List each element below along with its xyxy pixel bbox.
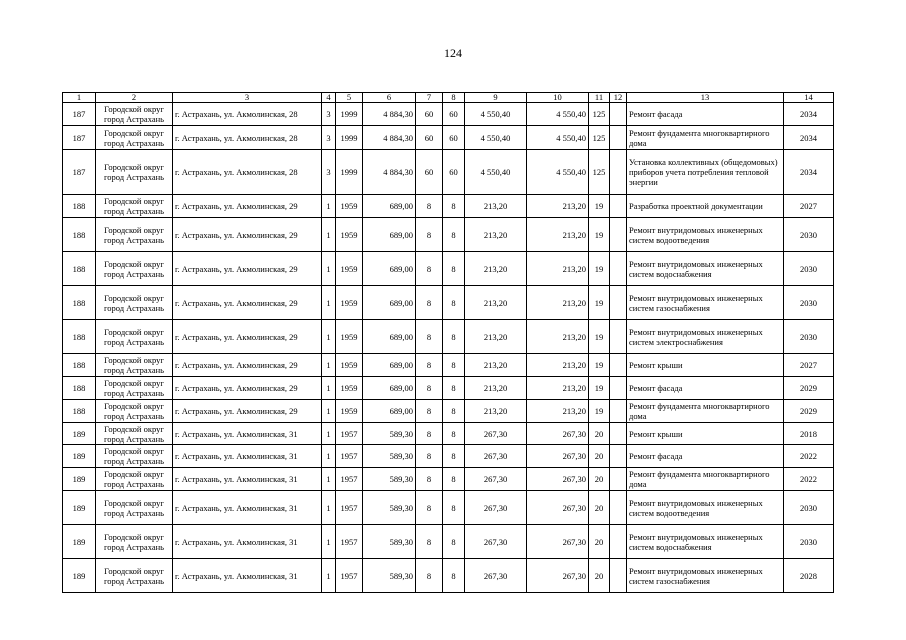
col9-cell: 213,20 — [465, 377, 527, 400]
col7-cell: 60 — [416, 126, 443, 150]
capital-repair-table — [62, 92, 834, 593]
col8-cell: 8 — [443, 468, 465, 491]
planned-year-cell: 2030 — [784, 320, 834, 354]
col12-cell — [610, 445, 627, 468]
row-number-cell: 189 — [63, 491, 96, 525]
column-header-12: 12 — [610, 93, 627, 103]
total-area-cell: 689,00 — [363, 218, 416, 252]
col9-cell: 213,20 — [465, 286, 527, 320]
col4-cell: 1 — [322, 423, 336, 445]
address-cell: г. Астрахань, ул. Акмолинская, 31 — [173, 525, 322, 559]
total-area-cell: 4 884,30 — [363, 126, 416, 150]
col10-cell: 267,30 — [527, 491, 589, 525]
planned-year-cell: 2028 — [784, 559, 834, 593]
col10-cell: 213,20 — [527, 195, 589, 218]
total-area-cell: 689,00 — [363, 400, 416, 423]
total-area-cell: 4 884,30 — [363, 103, 416, 126]
municipality-cell: Городской округ город Астрахань — [96, 286, 173, 320]
table-header — [63, 93, 834, 103]
address-cell: г. Астрахань, ул. Акмолинская, 28 — [173, 126, 322, 150]
row-number-cell: 189 — [63, 445, 96, 468]
address-cell: г. Астрахань, ул. Акмолинская, 31 — [173, 423, 322, 445]
col12-cell — [610, 525, 627, 559]
col7-cell: 8 — [416, 286, 443, 320]
col8-cell: 8 — [443, 354, 465, 377]
col4-cell: 1 — [322, 286, 336, 320]
planned-year-cell: 2018 — [784, 423, 834, 445]
column-header-2: 2 — [96, 93, 173, 103]
col9-cell: 4 550,40 — [465, 126, 527, 150]
col7-cell: 8 — [416, 423, 443, 445]
planned-year-cell: 2030 — [784, 491, 834, 525]
row-number-cell: 188 — [63, 354, 96, 377]
table-row — [63, 286, 834, 320]
table-row — [63, 320, 834, 354]
year-built-cell: 1959 — [336, 377, 363, 400]
col12-cell — [610, 286, 627, 320]
address-cell: г. Астрахань, ул. Акмолинская, 29 — [173, 400, 322, 423]
column-header-11: 11 — [589, 93, 610, 103]
row-number-cell: 188 — [63, 218, 96, 252]
total-area-cell: 689,00 — [363, 377, 416, 400]
planned-year-cell: 2027 — [784, 354, 834, 377]
col11-cell: 20 — [589, 445, 610, 468]
col10-cell: 267,30 — [527, 559, 589, 593]
col11-cell: 19 — [589, 377, 610, 400]
col10-cell: 4 550,40 — [527, 103, 589, 126]
municipality-cell: Городской округ город Астрахань — [96, 126, 173, 150]
municipality-cell: Городской округ город Астрахань — [96, 218, 173, 252]
year-built-cell: 1959 — [336, 400, 363, 423]
work-type-cell: Ремонт внутридомовых инженерных систем газоснабжения — [627, 286, 784, 320]
col10-cell: 267,30 — [527, 423, 589, 445]
table-row — [63, 468, 834, 491]
column-header-7: 7 — [416, 93, 443, 103]
year-built-cell: 1999 — [336, 126, 363, 150]
col7-cell: 8 — [416, 445, 443, 468]
col9-cell: 267,30 — [465, 491, 527, 525]
municipality-cell: Городской округ город Астрахань — [96, 195, 173, 218]
col10-cell: 267,30 — [527, 525, 589, 559]
table-row — [63, 103, 834, 126]
total-area-cell: 589,30 — [363, 468, 416, 491]
work-type-cell: Установка коллективных (общедомовых) приборов учета потребления тепловой энергии — [627, 150, 784, 195]
col4-cell: 3 — [322, 126, 336, 150]
column-header-1: 1 — [63, 93, 96, 103]
col8-cell: 8 — [443, 525, 465, 559]
col4-cell: 1 — [322, 525, 336, 559]
col10-cell: 213,20 — [527, 286, 589, 320]
col10-cell: 4 550,40 — [527, 150, 589, 195]
total-area-cell: 689,00 — [363, 286, 416, 320]
year-built-cell: 1957 — [336, 491, 363, 525]
col9-cell: 213,20 — [465, 354, 527, 377]
table-row — [63, 126, 834, 150]
col11-cell: 125 — [589, 150, 610, 195]
table-body — [63, 103, 834, 593]
col11-cell: 19 — [589, 354, 610, 377]
work-type-cell: Ремонт фасада — [627, 103, 784, 126]
address-cell: г. Астрахань, ул. Акмолинская, 29 — [173, 377, 322, 400]
address-cell: г. Астрахань, ул. Акмолинская, 28 — [173, 150, 322, 195]
col7-cell: 8 — [416, 400, 443, 423]
col10-cell: 213,20 — [527, 354, 589, 377]
table-row — [63, 525, 834, 559]
col7-cell: 8 — [416, 468, 443, 491]
col11-cell: 19 — [589, 320, 610, 354]
col7-cell: 8 — [416, 559, 443, 593]
municipality-cell: Городской округ город Астрахань — [96, 252, 173, 286]
col4-cell: 1 — [322, 559, 336, 593]
work-type-cell: Ремонт крыши — [627, 423, 784, 445]
work-type-cell: Ремонт внутридомовых инженерных систем водоснабжения — [627, 252, 784, 286]
col12-cell — [610, 468, 627, 491]
col8-cell: 60 — [443, 103, 465, 126]
total-area-cell: 589,30 — [363, 445, 416, 468]
col11-cell: 20 — [589, 468, 610, 491]
row-number-cell: 187 — [63, 103, 96, 126]
col11-cell: 19 — [589, 252, 610, 286]
year-built-cell: 1957 — [336, 423, 363, 445]
col7-cell: 60 — [416, 103, 443, 126]
address-cell: г. Астрахань, ул. Акмолинская, 29 — [173, 320, 322, 354]
municipality-cell: Городской округ город Астрахань — [96, 468, 173, 491]
col4-cell: 1 — [322, 252, 336, 286]
table-row — [63, 354, 834, 377]
col4-cell: 1 — [322, 218, 336, 252]
col4-cell: 1 — [322, 491, 336, 525]
work-type-cell: Ремонт внутридомовых инженерных систем электроснабжения — [627, 320, 784, 354]
col8-cell: 8 — [443, 218, 465, 252]
col4-cell: 1 — [322, 377, 336, 400]
col9-cell: 4 550,40 — [465, 103, 527, 126]
total-area-cell: 689,00 — [363, 252, 416, 286]
row-number-cell: 188 — [63, 286, 96, 320]
col7-cell: 8 — [416, 195, 443, 218]
address-cell: г. Астрахань, ул. Акмолинская, 31 — [173, 559, 322, 593]
municipality-cell: Городской округ город Астрахань — [96, 525, 173, 559]
col9-cell: 213,20 — [465, 320, 527, 354]
planned-year-cell: 2022 — [784, 445, 834, 468]
table-row — [63, 400, 834, 423]
col10-cell: 213,20 — [527, 400, 589, 423]
address-cell: г. Астрахань, ул. Акмолинская, 28 — [173, 103, 322, 126]
col12-cell — [610, 103, 627, 126]
planned-year-cell: 2034 — [784, 150, 834, 195]
col12-cell — [610, 559, 627, 593]
column-header-4: 4 — [322, 93, 336, 103]
row-number-cell: 188 — [63, 320, 96, 354]
work-type-cell: Ремонт внутридомовых инженерных систем водоотведения — [627, 218, 784, 252]
col12-cell — [610, 377, 627, 400]
col7-cell: 8 — [416, 491, 443, 525]
address-cell: г. Астрахань, ул. Акмолинская, 29 — [173, 354, 322, 377]
col8-cell: 60 — [443, 150, 465, 195]
total-area-cell: 589,30 — [363, 423, 416, 445]
col9-cell: 267,30 — [465, 423, 527, 445]
planned-year-cell: 2030 — [784, 525, 834, 559]
col4-cell: 1 — [322, 468, 336, 491]
column-header-3: 3 — [173, 93, 322, 103]
planned-year-cell: 2034 — [784, 103, 834, 126]
col8-cell: 60 — [443, 126, 465, 150]
col8-cell: 8 — [443, 252, 465, 286]
row-number-cell: 188 — [63, 195, 96, 218]
municipality-cell: Городской округ город Астрахань — [96, 445, 173, 468]
col9-cell: 213,20 — [465, 400, 527, 423]
table-row — [63, 252, 834, 286]
table-row — [63, 423, 834, 445]
total-area-cell: 589,30 — [363, 525, 416, 559]
header-row — [63, 93, 834, 103]
total-area-cell: 689,00 — [363, 195, 416, 218]
address-cell: г. Астрахань, ул. Акмолинская, 31 — [173, 445, 322, 468]
address-cell: г. Астрахань, ул. Акмолинская, 29 — [173, 195, 322, 218]
col10-cell: 213,20 — [527, 320, 589, 354]
work-type-cell: Ремонт внутридомовых инженерных систем газоснабжения — [627, 559, 784, 593]
col12-cell — [610, 252, 627, 286]
total-area-cell: 689,00 — [363, 320, 416, 354]
col7-cell: 8 — [416, 354, 443, 377]
col12-cell — [610, 150, 627, 195]
column-header-13: 13 — [627, 93, 784, 103]
planned-year-cell: 2029 — [784, 400, 834, 423]
row-number-cell: 189 — [63, 559, 96, 593]
col7-cell: 8 — [416, 320, 443, 354]
year-built-cell: 1959 — [336, 286, 363, 320]
col10-cell: 267,30 — [527, 445, 589, 468]
work-type-cell: Ремонт фундамента многоквартирного дома — [627, 400, 784, 423]
row-number-cell: 189 — [63, 468, 96, 491]
municipality-cell: Городской округ город Астрахань — [96, 150, 173, 195]
planned-year-cell: 2030 — [784, 286, 834, 320]
work-type-cell: Ремонт фасада — [627, 377, 784, 400]
municipality-cell: Городской округ город Астрахань — [96, 320, 173, 354]
col7-cell: 8 — [416, 525, 443, 559]
col9-cell: 267,30 — [465, 468, 527, 491]
column-header-5: 5 — [336, 93, 363, 103]
municipality-cell: Городской округ город Астрахань — [96, 377, 173, 400]
col4-cell: 3 — [322, 150, 336, 195]
col10-cell: 267,30 — [527, 468, 589, 491]
planned-year-cell: 2022 — [784, 468, 834, 491]
year-built-cell: 1959 — [336, 218, 363, 252]
municipality-cell: Городской округ город Астрахань — [96, 491, 173, 525]
col4-cell: 1 — [322, 320, 336, 354]
year-built-cell: 1959 — [336, 195, 363, 218]
municipality-cell: Городской округ город Астрахань — [96, 103, 173, 126]
work-type-cell: Ремонт крыши — [627, 354, 784, 377]
table-row — [63, 445, 834, 468]
year-built-cell: 1957 — [336, 525, 363, 559]
col12-cell — [610, 320, 627, 354]
work-type-cell: Ремонт фасада — [627, 445, 784, 468]
col12-cell — [610, 400, 627, 423]
col11-cell: 20 — [589, 423, 610, 445]
col12-cell — [610, 423, 627, 445]
planned-year-cell: 2030 — [784, 218, 834, 252]
col9-cell: 4 550,40 — [465, 150, 527, 195]
address-cell: г. Астрахань, ул. Акмолинская, 29 — [173, 252, 322, 286]
work-type-cell: Ремонт внутридомовых инженерных систем водоснабжения — [627, 525, 784, 559]
col8-cell: 8 — [443, 377, 465, 400]
work-type-cell: Ремонт фундамента многоквартирного дома — [627, 468, 784, 491]
col8-cell: 8 — [443, 423, 465, 445]
year-built-cell: 1959 — [336, 320, 363, 354]
col4-cell: 1 — [322, 195, 336, 218]
col4-cell: 1 — [322, 445, 336, 468]
row-number-cell: 189 — [63, 423, 96, 445]
col7-cell: 8 — [416, 218, 443, 252]
table-row — [63, 559, 834, 593]
address-cell: г. Астрахань, ул. Акмолинская, 29 — [173, 218, 322, 252]
planned-year-cell: 2030 — [784, 252, 834, 286]
col10-cell: 4 550,40 — [527, 126, 589, 150]
column-header-10: 10 — [527, 93, 589, 103]
total-area-cell: 689,00 — [363, 354, 416, 377]
col11-cell: 125 — [589, 103, 610, 126]
table-row — [63, 377, 834, 400]
col9-cell: 213,20 — [465, 218, 527, 252]
year-built-cell: 1999 — [336, 103, 363, 126]
col9-cell: 213,20 — [465, 195, 527, 218]
col10-cell: 213,20 — [527, 377, 589, 400]
col11-cell: 20 — [589, 559, 610, 593]
col9-cell: 267,30 — [465, 445, 527, 468]
col8-cell: 8 — [443, 286, 465, 320]
year-built-cell: 1959 — [336, 354, 363, 377]
work-type-cell: Ремонт внутридомовых инженерных систем водоотведения — [627, 491, 784, 525]
col10-cell: 213,20 — [527, 218, 589, 252]
row-number-cell: 188 — [63, 252, 96, 286]
municipality-cell: Городской округ город Астрахань — [96, 400, 173, 423]
table-row — [63, 218, 834, 252]
col4-cell: 1 — [322, 400, 336, 423]
col12-cell — [610, 195, 627, 218]
planned-year-cell: 2029 — [784, 377, 834, 400]
col11-cell: 20 — [589, 525, 610, 559]
col9-cell: 267,30 — [465, 559, 527, 593]
row-number-cell: 187 — [63, 126, 96, 150]
column-header-8: 8 — [443, 93, 465, 103]
col8-cell: 8 — [443, 400, 465, 423]
column-header-9: 9 — [465, 93, 527, 103]
work-type-cell: Разработка проектной документации — [627, 195, 784, 218]
address-cell: г. Астрахань, ул. Акмолинская, 29 — [173, 286, 322, 320]
row-number-cell: 187 — [63, 150, 96, 195]
col7-cell: 60 — [416, 150, 443, 195]
col9-cell: 267,30 — [465, 525, 527, 559]
municipality-cell: Городской округ город Астрахань — [96, 423, 173, 445]
col8-cell: 8 — [443, 491, 465, 525]
municipality-cell: Городской округ город Астрахань — [96, 354, 173, 377]
row-number-cell: 188 — [63, 377, 96, 400]
col8-cell: 8 — [443, 320, 465, 354]
year-built-cell: 1957 — [336, 445, 363, 468]
year-built-cell: 1957 — [336, 559, 363, 593]
year-built-cell: 1959 — [336, 252, 363, 286]
municipality-cell: Городской округ город Астрахань — [96, 559, 173, 593]
col12-cell — [610, 218, 627, 252]
total-area-cell: 589,30 — [363, 559, 416, 593]
col11-cell: 20 — [589, 491, 610, 525]
col11-cell: 19 — [589, 218, 610, 252]
table-row — [63, 491, 834, 525]
col8-cell: 8 — [443, 559, 465, 593]
row-number-cell: 189 — [63, 525, 96, 559]
column-header-6: 6 — [363, 93, 416, 103]
col10-cell: 213,20 — [527, 252, 589, 286]
year-built-cell: 1957 — [336, 468, 363, 491]
year-built-cell: 1999 — [336, 150, 363, 195]
col12-cell — [610, 126, 627, 150]
col4-cell: 1 — [322, 354, 336, 377]
planned-year-cell: 2027 — [784, 195, 834, 218]
col11-cell: 125 — [589, 126, 610, 150]
col11-cell: 19 — [589, 195, 610, 218]
address-cell: г. Астрахань, ул. Акмолинская, 31 — [173, 491, 322, 525]
col12-cell — [610, 354, 627, 377]
table-row — [63, 195, 834, 218]
col4-cell: 3 — [322, 103, 336, 126]
total-area-cell: 589,30 — [363, 491, 416, 525]
total-area-cell: 4 884,30 — [363, 150, 416, 195]
page-number: 124 — [444, 46, 462, 60]
col12-cell — [610, 491, 627, 525]
col11-cell: 19 — [589, 400, 610, 423]
col7-cell: 8 — [416, 252, 443, 286]
col11-cell: 19 — [589, 286, 610, 320]
address-cell: г. Астрахань, ул. Акмолинская, 31 — [173, 468, 322, 491]
work-type-cell: Ремонт фундамента многоквартирного дома — [627, 126, 784, 150]
table-row — [63, 150, 834, 195]
col9-cell: 213,20 — [465, 252, 527, 286]
col8-cell: 8 — [443, 195, 465, 218]
col8-cell: 8 — [443, 445, 465, 468]
planned-year-cell: 2034 — [784, 126, 834, 150]
column-header-14: 14 — [784, 93, 834, 103]
col7-cell: 8 — [416, 377, 443, 400]
row-number-cell: 188 — [63, 400, 96, 423]
